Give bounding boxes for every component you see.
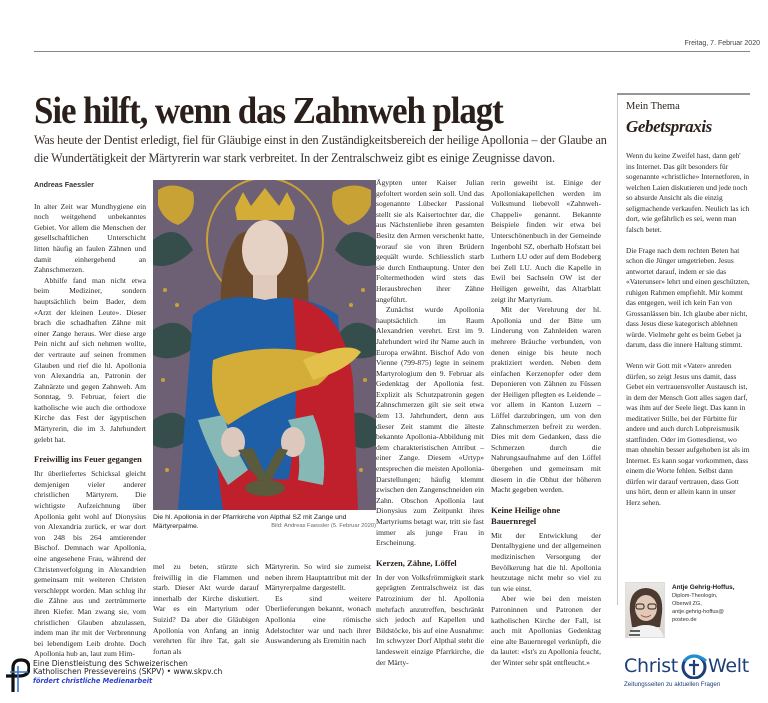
author-avatar <box>625 582 665 638</box>
skpv-tagline: fördert christliche Medienarbeit <box>33 676 153 685</box>
photo-caption <box>153 513 376 531</box>
skpv-text <box>33 660 222 685</box>
issue-date: Freitag, 7. Februar 2020 <box>684 40 760 47</box>
skpv-line-1: Eine Dienstleistung des Schweizerischen <box>33 659 188 668</box>
article-column-2 <box>153 562 259 657</box>
brand-christ: Christ <box>624 655 678 677</box>
photo-credit: Bild: Andreas Faessler (5. Februar 2020) <box>271 523 376 529</box>
top-rule <box>34 51 750 52</box>
paragraph: Mit der Entwicklung der Dentalhygiene und der allgemeinen medizinischen Versorgung der Bevölkerung hat die hl. Apollonia heutzutage nicht mehr so viel zu tun wie einst. <box>491 530 601 593</box>
article-column-1 <box>34 180 146 660</box>
author-name: Antje Gehrig-Hoffus, <box>672 584 735 591</box>
skpv-line-2[interactable]: Katholischen Pressevereins (SKPV) • www.skpv.ch <box>33 667 223 677</box>
paragraph: Zunächst wurde Apollonia hauptsächlich im Raum Alexandrien verehrt. Erst im 9. Jahrhundert wird ihr Name auch in Europa erwähnt. Bischof Ado von Vienne (799-875) legte in seinem Martyrologium den 9. Februar als Gedenktag der Apollonia fest. Explizit als Schutzpatronin gegen Zahnschmerzen gilt sie seit etwa dem 13. Jahrhundert, denn aus dieser Zeit stammt die älteste bekannte Apollonia-Abbildung mit dem charakteristischen Attribut – einer Zange. Diesem «Urtyp» entsprechen die meisten Apollonia-Darstellungen; häufig klemmt zwischen den Zangenschneiden ein Zahn. Obschon Apollonia laut Dionysius zum Zeitpunkt ihres Martyriums betagt war, tritt sie fast immer als junge Frau in Erscheinung. <box>376 305 484 548</box>
sidebar-kicker: Mein Thema <box>626 101 680 112</box>
paragraph: Mit der Verehrung der hl. Apollonia und der Bitte um Linderung von Zahnleiden waren mehrere Bräuche verbunden, von denen einige bis heute noch praktiziert werden. Neben dem einfachen Kerzenopfer oder dem Deponieren von Zähnen zu Füssen der Heiligen pflegten es Leidende – vor allem in Kanton Luzern – Löffel darzubringen, um von den Zahnschmerzen befreit zu werden. Dies mit dem Gedanken, dass die Schmerzen durch die Nahrungsaufnahme auf den Löffel übergehen und gemeinsam mit diesem in die Obhut der höheren Macht gegeben werden. <box>491 305 601 495</box>
paragraph: Abhilfe fand man nicht etwa beim Mediziner, sondern hauptsächlich beim Bader, dem «Arzt der kleinen Leute». Dieser brach die schadhaften Zähne mit einer Zange heraus. Wer diese arge Pein nicht auf sich nehmen wollte, der vertraute auf seinen frommen Glauben und rief die hl. Apollonia von Alexandria an, Patronin der Zahnärzte und gegen Zahnweh. Am Sonntag, 9. Februar, feiert die katholische wie auch die orthodoxe Kirche das Fest der ägyptischen Märtyrerin, die im 3. Jahrhundert gelebt hat. <box>34 275 146 444</box>
christ-und-welt-logo <box>624 655 754 695</box>
author-email-line-1[interactable]: antje.gehrig-hoffus@ <box>672 609 724 615</box>
author-info <box>672 584 734 624</box>
brand-subtitle: Zeitungsseiten zu aktuellen Fragen <box>624 681 721 688</box>
subhead: Freiwillig ins Feuer gegangen <box>34 454 142 465</box>
paragraph: Aber wie bei den meisten Patroninnen und Patronen der katholischen Kirche der Fall, ist auch mit Apollonias Gedenktag eine alte Bauernregel verknüpft, die da lautet: «Ist's zu Apollonia feucht, der Winter sehr spät entfleucht.» <box>491 594 601 667</box>
article-column-4 <box>376 178 484 668</box>
paragraph: rerin geweiht ist. Einige der Apolloniakapellchen werden im Volksmund liebevoll «Zahnweh-Chappeli» genannt. Bekannte Beispiele finden wir etwa bei Unterschönenbuch in der Gemeinde Ingenbohl SZ, oberhalb Hofstatt bei Luthern LU oder auf dem Bodeberg bei Zell LU. Auch die Kapelle in Ewil bei Sachseln OW ist der Heiligen geweiht, das Altarblatt zeigt ihr Martyrium. <box>491 178 601 304</box>
paragraph: Ihr überliefertes Schicksal gleicht demjenigen vieler anderer christlichen Märtyrern. Die wichtigste Aufzeichnung über Apollonia geht wohl auf Dionysius von Alexandria zurück, er war dort von 248 bis 264 amtierender Bischof. Demnach war Apollonia, eine angesehene Frau, während der Christenverfolgung in Alexandrien gemeinsam mit weiteren Christen verschleppt worden. Man schlug ihr die Zähne aus und zertrümmerte ihren Kiefer. Man zwang sie, vom christlichen Glauben abzulassen, indem man ihr mit der Verbrennung bei lebendigem Leib drohte. Doch Apollonia hub an, laut zum Him- <box>34 469 146 659</box>
sidebar-title: Gebetspraxis <box>626 117 712 136</box>
skpv-logo-icon <box>4 658 30 692</box>
paragraph: In alter Zeit war Mundhygiene ein noch weitgehend unbekanntes Gebiet. Vor allem die Menschen der gesellschaftlichen Unterschicht litten häufig an faulen Zähnen und damit einhergehend an Zahnschmerzen. <box>34 201 146 275</box>
paragraph: mel zu beten, stürzte sich freiwillig in die Flammen und starb. Dieser Akt wurde darauf innerhalb der Kirche diskutiert. War es ein Martyrium oder Suizid? Da aber die Gläubigen Apollonia von Anfang an innig verehrten für ihre Tat, galt sie fortan als <box>153 562 259 656</box>
subhead: Keine Heilige ohne Bauernregel <box>491 504 561 526</box>
author-box <box>617 582 767 642</box>
article-column-5 <box>491 178 601 669</box>
subhead: Kerzen, Zähne, Löffel <box>376 557 457 568</box>
paragraph: In der von Volksfrömmigkeit stark geprägten Zentralschweiz ist das Patrozinium der hl. Apollonia mehrfach anzutreffen, beschränkt sich jedoch auf Kapellen und Bildstöcke, bis auf eine Ausnahme: Im schwyzer Dorf Alpthal steht die landesweit einzige Pfarrkirche, die der Märty- <box>376 572 484 667</box>
globe-cross-icon <box>680 653 708 679</box>
sidebar-paragraph: Wenn du keine Zweifel hast, dann geh' ins Internet. Das gilt besonders für sogenannte «christliche» Internetforen, in welchen Laien diskutieren und jede noch so absurde Ansicht als die einzig seligmachende verkaufen. Neulich las ich dort, wie gefährlich es sei, wenn man falsch betet. <box>626 151 750 234</box>
sidebar-paragraph: Wenn wir Gott mit «Vater» anreden dürfen, so zeigt Jesus uns damit, dass Gebet ein vertrauensvoller Austausch ist, in dem der Mensch Gott alles sagen darf, was ihm auf der Seele liegt. Das kann in meditativer Stille, bei der Fürbitte für andere und auch durch Lobpreismusik stattfinden. Oder im Gottesdienst, wo man ohnehin besser aufgehoben ist als im Internet. Es kann sogar vorkommen, dass einem die Worte fehlen. Selbst dann dürfen wir darauf vertrauen, dass Gott uns hört, denn er allein kann in unser Herz sehen. <box>626 361 750 507</box>
skpv-footer <box>4 658 364 688</box>
headline: Sie hilft, wenn das Zahnweh plagt <box>34 90 503 132</box>
saint-statue-image <box>153 180 376 510</box>
author-title: Diplom-Theologin, <box>672 593 718 599</box>
apollonia-photo <box>153 180 376 510</box>
paragraph: Es sind weitere Überlieferungen bekannt, wonach Apollonia eine römische Adelstochter war und nach ihrer Auswanderung als Eremitin nach <box>265 593 371 646</box>
sidebar-paragraph: Die Frage nach dem rechten Beten hat schon die Jünger umgetrieben. Jesus antwortet darauf, indem er sie das «Vaterunser» lehrt und einen geschützten, ruhigen Rahmen empfiehlt. Mir kommt das entgegen, weil ich kein Fan von Grossanlässen bin. Ich glaube aber nicht, dass Jesus diese kategorisch ablehnen würde. Vielmehr geht es beim Gebet ja darum, dass die innere Haltung stimmt. <box>626 245 750 349</box>
caption-text: Die hl. Apollonia in der Pfarrkirche von Alpthal SZ mit Zange und Märtyrerpalme. <box>153 514 347 530</box>
author-location: Oberwil ZG, <box>672 601 702 607</box>
paragraph: Märtyrerin. So wird sie zumeist neben ihrem Hauptattribut mit der Märtyrerpalme dargestellt. <box>265 562 371 593</box>
sidebar-body <box>626 151 750 519</box>
author-email-line-2[interactable]: posteo.de <box>672 617 697 623</box>
paragraph: Ägypten unter Kaiser Julian gefoltert worden sein soll. Und das sogenannte Lübecker Passional stellt sie als Kaisertochter dar, die aus Nächstenliebe ihren gesamten Besitz den Armen verschenkt hatte, worauf sie von ihren Brüdern gequält wurde. Schliesslich starb sie durch Enthauptung. Unter den Foltermethoden wird stets das Herausbrechen ihrer Zähne angeführt. <box>376 178 484 304</box>
article-column-3 <box>265 562 371 647</box>
brand-welt: Welt <box>708 655 749 677</box>
lede: Was heute der Dentist erledigt, fiel für Gläubige einst in den Zuständigkeitsbereich der heilige Apollonia – der Glaube an die Wundertätigkeit der Märtyrerin war stark verbreitet. In der Zentralschweiz gibt es einige Zeugnisse davon. <box>34 133 607 165</box>
byline: Andreas Faessler <box>34 180 94 189</box>
sidebar-mein-thema <box>617 95 750 605</box>
